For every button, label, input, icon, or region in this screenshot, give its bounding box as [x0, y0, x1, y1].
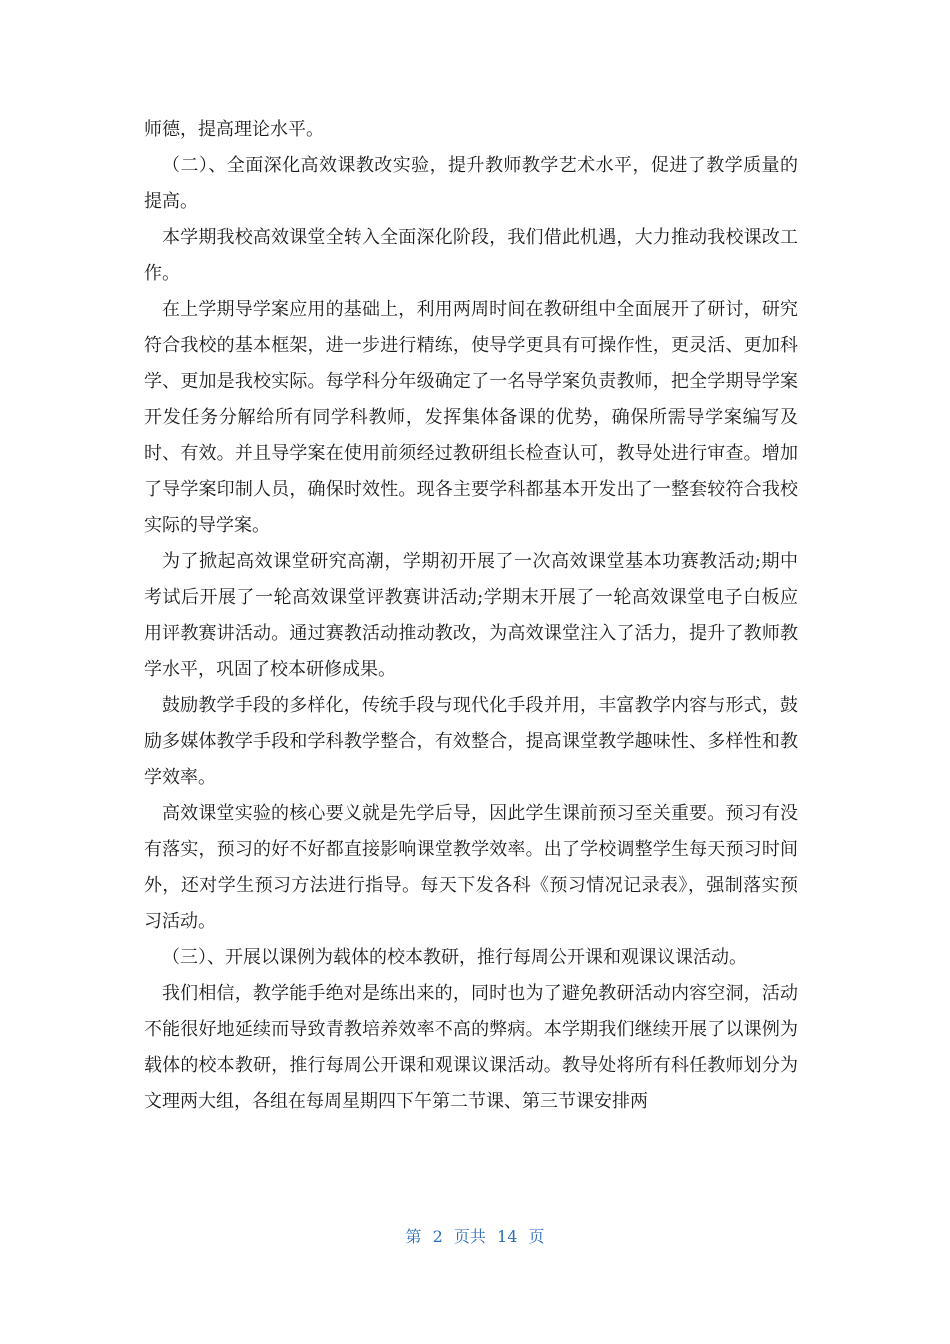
page-suffix: 页 — [528, 1227, 545, 1246]
document-body — [144, 112, 798, 1120]
page-label: 第 — [405, 1227, 422, 1246]
paragraph-4: 在上学期导学案应用的基础上，利用两周时间在教研组中全面展开了研讨，研究符合我校的基本框架，进一步进行精练，使导学更具有可操作性，更灵活、更加科学、更加是我校实际。每学科分年级确定了一名导学案负责教师，把全学期导学案开发任务分解给所有同学科教师，发挥集体备课的优势，确保所需导学案编写及时、有效。并且导学案在使用前须经过教研组长检查认可，教导处进行审查。增加了导学案印制人员，确保时效性。现各主要学科都基本开发出了一整套较符合我校实际的导学案。 — [144, 299, 798, 536]
page-footer — [0, 1226, 950, 1248]
paragraph-8: （三）、开展以课例为载体的校本教研，推行每周公开课和观课议课活动。 — [162, 947, 747, 968]
total-pages-number: 14 — [497, 1227, 518, 1246]
paragraph-6: 鼓励教学手段的多样化，传统手段与现代化手段并用，丰富教学内容与形式，鼓励多媒体教学手段和学科教学整合，有效整合，提高课堂教学趣味性、多样性和教学效率。 — [144, 695, 798, 788]
paragraph-7: 高效课堂实验的核心要义就是先学后导，因此学生课前预习至关重要。预习有没有落实，预习的好不好都直接影响课堂教学效率。出了学校调整学生每天预习时间外，还对学生预习方法进行指导。每天下发各科《预习情况记录表》，强制落实预习活动。 — [144, 803, 798, 932]
paragraph-5: 为了掀起高效课堂研究高潮，学期初开展了一次高效课堂基本功赛教活动;期中考试后开展了一轮高效课堂评教赛讲活动;学期末开展了一轮高效课堂电子白板应用评教赛讲活动。通过赛教活动推动教改，为高效课堂注入了活力，提升了教师教学水平，巩固了校本研修成果。 — [144, 551, 798, 680]
paragraph-2: （二）、全面深化高效课教改实验，提升教师教学艺术水平，促进了教学质量的提高。 — [144, 155, 798, 212]
of-label: 页共 — [453, 1227, 486, 1246]
paragraph-1: 师德，提高理论水平。 — [144, 119, 324, 140]
paragraph-3: 本学期我校高效课堂全转入全面深化阶段，我们借此机遇，大力推动我校课改工作。 — [144, 227, 798, 284]
current-page-number: 2 — [432, 1227, 443, 1246]
paragraph-9: 我们相信，教学能手绝对是练出来的，同时也为了避免教研活动内容空洞，活动不能很好地延续而导致青教培养效率不高的弊病。本学期我们继续开展了以课例为载体的校本教研，推行每周公开课和观课议课活动。教导处将所有科任教师划分为文理两大组，各组在每周星期四下午第二节课、第三节课安排两 — [144, 983, 798, 1112]
